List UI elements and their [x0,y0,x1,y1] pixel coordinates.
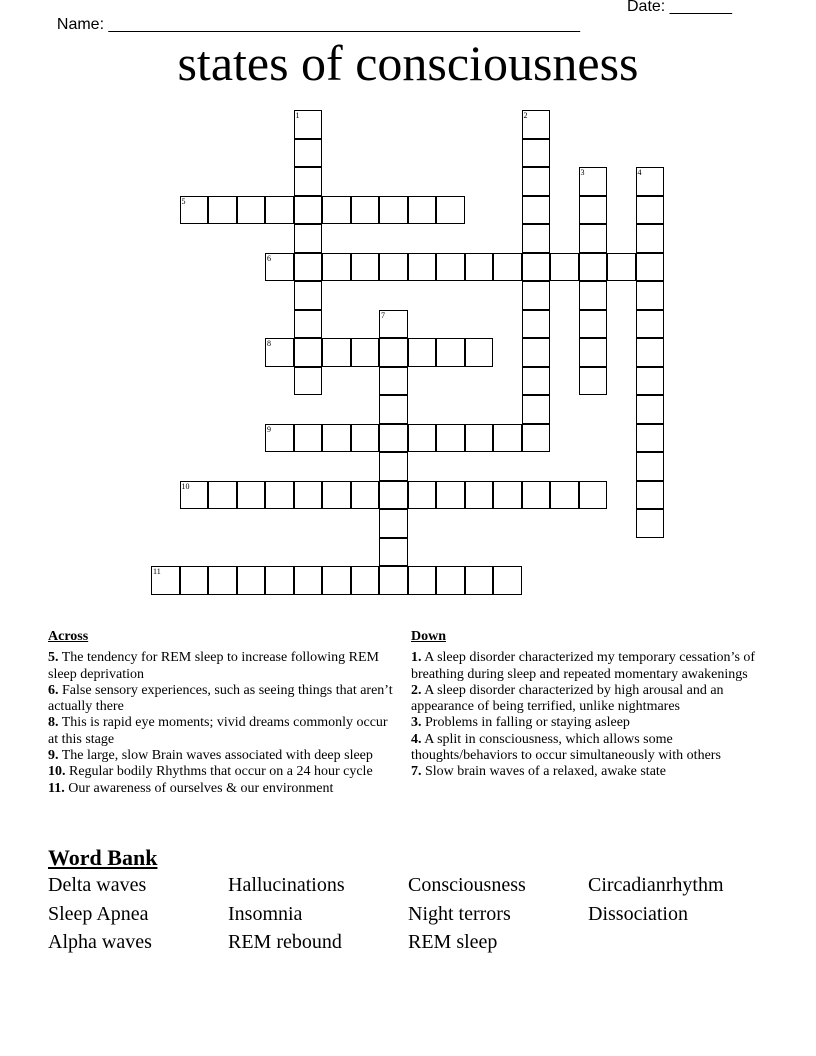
clue-text: False sensory experiences, such as seeing things that aren’t actually there [48,682,393,715]
grid-cell[interactable] [379,253,408,282]
clue-number: 9. [48,748,59,764]
grid-cell[interactable] [636,338,665,367]
clue-text: Slow brain waves of a relaxed, awake state [425,764,667,780]
clue-number: 8. [48,715,59,731]
grid-cell[interactable] [379,566,408,595]
clue-number: 5. [48,650,59,666]
clue-text: A split in consciousness, which allows some thoughts/behaviors to occur simultaneously with others [411,731,721,764]
grid-cell[interactable] [465,424,494,453]
grid-cell[interactable] [265,196,294,225]
across-clue [48,650,393,683]
clue-number: 1 [295,111,300,120]
word-bank-item: Circadianrhythm [588,874,724,896]
grid-cell[interactable] [636,196,665,225]
word-bank-item: Sleep Apnea [48,902,149,925]
clue-number: 10. [48,764,66,780]
grid-cell[interactable] [294,224,323,253]
grid-cell[interactable] [579,167,608,196]
clue-number: 4 [637,168,642,177]
grid-cell[interactable] [322,566,351,595]
word-bank-item: Insomnia [228,902,303,925]
grid-cell[interactable] [351,481,380,510]
clue-number: 11 [153,567,161,576]
clue-number: 10 [181,481,190,491]
grid-cell[interactable] [408,566,437,595]
clue-text: Problems in falling or staying asleep [425,715,630,731]
grid-cell[interactable] [636,481,665,510]
across-clues [48,629,393,797]
grid-cell[interactable] [465,481,494,510]
clue-text: A sleep disorder characterized by high arousal and an appearance of being terrified, unlike nightmares [411,682,724,715]
grid-cell[interactable] [208,481,237,510]
grid-cell[interactable] [522,253,551,282]
grid-cell[interactable] [436,253,465,282]
grid-cell[interactable] [522,196,551,225]
date-field[interactable]: Date: _______ [627,0,732,15]
word-bank-item: REM rebound [228,931,342,953]
grid-cell[interactable] [465,338,494,367]
clue-number: 4. [411,731,422,747]
grid-cell[interactable] [636,367,665,396]
across-heading: Across [48,629,89,644]
clue-number: 2. [411,682,422,698]
clue-number: 6 [267,253,271,263]
grid-cell[interactable] [379,424,408,453]
clue-number: 9 [267,424,271,434]
grid-cell[interactable] [294,281,323,310]
grid-cell[interactable] [408,481,437,510]
grid-cell[interactable] [465,253,494,282]
down-clue [411,764,771,780]
grid-cell[interactable] [636,452,665,481]
down-clue [411,715,771,731]
grid-cell[interactable] [636,167,665,196]
grid-cell[interactable] [636,310,665,339]
down-list [411,650,771,780]
word-bank-item: Consciousness [408,874,526,896]
word-bank-item: Alpha waves [48,931,152,953]
grid-cell[interactable] [265,481,294,510]
grid-cell[interactable] [322,481,351,510]
grid-cell[interactable] [579,481,608,510]
grid-cell[interactable] [294,110,323,139]
grid-cell[interactable] [322,338,351,367]
clue-number: 1. [411,650,422,666]
grid-cell[interactable] [522,395,551,424]
clue-text: This is rapid eye moments; vivid dreams commonly occur at this stage [48,715,388,747]
grid-cell[interactable] [265,253,294,282]
grid-cell[interactable] [522,338,551,367]
clue-text: The tendency for REM sleep to increase following REM sleep deprivation [48,650,379,682]
grid-cell[interactable] [579,196,608,225]
grid-cell[interactable] [607,253,636,282]
across-list [48,650,393,797]
grid-cell[interactable] [493,566,522,595]
grid-cell[interactable] [237,196,266,225]
grid-cell[interactable] [522,139,551,168]
page-title: states of consciousness [177,35,639,91]
clue-text: A sleep disorder characterized my temporary cessation’s of breathing during sleep and repeated momentary awakenings [411,650,756,682]
grid-cell[interactable] [522,167,551,196]
across-clue [48,748,393,764]
down-clue [411,732,771,765]
grid-cell[interactable] [180,566,209,595]
down-clue [411,683,771,716]
clue-number: 7 [381,310,385,320]
grid-cell[interactable] [265,424,294,453]
down-clue [411,650,771,683]
grid-cell[interactable] [579,367,608,396]
grid-cell[interactable] [294,338,323,367]
grid-cell[interactable] [379,509,408,538]
grid-cell[interactable] [379,538,408,567]
word-bank-item: Night terrors [408,902,511,925]
grid-cell[interactable] [636,424,665,453]
grid-cell[interactable] [579,253,608,282]
clue-number: 2 [523,111,528,120]
grid-cell[interactable] [436,196,465,225]
word-bank-heading: Word Bank [48,845,158,870]
clue-text: Regular bodily Rhythms that occur on a 24 hour cycle [69,764,373,780]
across-clue [48,781,393,797]
grid-cell[interactable] [436,338,465,367]
across-clue [48,683,393,716]
grid-cell[interactable] [322,196,351,225]
grid-cell[interactable] [550,253,579,282]
grid-cell[interactable] [351,253,380,282]
grid-cell[interactable] [237,566,266,595]
grid-cell[interactable] [436,481,465,510]
grid-cell[interactable] [379,481,408,510]
grid-cell[interactable] [465,566,494,595]
grid-cell[interactable] [294,310,323,339]
grid-cell[interactable] [636,395,665,424]
grid-cell[interactable] [237,481,266,510]
grid-cell[interactable] [294,167,323,196]
grid-cell[interactable] [294,481,323,510]
grid-cell[interactable] [294,424,323,453]
clue-number: 3. [411,715,422,731]
grid-cell[interactable] [522,224,551,253]
grid-cell[interactable] [379,395,408,424]
grid-cell[interactable] [436,566,465,595]
grid-cell[interactable] [522,367,551,396]
grid-cell[interactable] [579,224,608,253]
grid-cell[interactable] [180,196,209,225]
grid-cell[interactable] [636,224,665,253]
across-clue [48,764,393,780]
grid-cell[interactable] [379,367,408,396]
word-bank-item: Dissociation [588,902,688,925]
grid-cell[interactable] [379,310,408,339]
grid-cell[interactable] [493,253,522,282]
grid-cell[interactable] [180,481,209,510]
clue-number: 6. [48,682,59,698]
grid-cell[interactable] [579,310,608,339]
grid-cell[interactable] [493,424,522,453]
grid-cell[interactable] [493,481,522,510]
grid-cell[interactable] [208,566,237,595]
grid-cell[interactable] [294,566,323,595]
grid-cell[interactable] [636,281,665,310]
clue-text: Our awareness of ourselves & our environment [68,780,334,796]
grid-cell[interactable] [379,196,408,225]
clue-text: The large, slow Brain waves associated with deep sleep [61,748,373,764]
grid-cell[interactable] [579,281,608,310]
grid-cell[interactable] [436,424,465,453]
grid-cell[interactable] [522,424,551,453]
grid-cell[interactable] [294,367,323,396]
word-bank-item: REM sleep [408,931,498,953]
grid-cell[interactable] [351,424,380,453]
grid-cell[interactable] [322,424,351,453]
grid-cell[interactable] [322,253,351,282]
grid-cell[interactable] [408,424,437,453]
clue-number: 7. [411,764,422,780]
name-field[interactable]: Name: _____________________________________________________ [56,16,581,33]
clue-number: 5 [181,196,186,206]
clue-number: 3 [580,168,585,177]
grid-cell[interactable] [208,196,237,225]
clue-number: 11. [48,780,65,796]
grid-cell[interactable] [636,509,665,538]
grid-cell[interactable] [379,338,408,367]
grid-cell[interactable] [294,253,323,282]
grid-cell[interactable] [522,110,551,139]
grid-cell[interactable] [351,338,380,367]
grid-cell[interactable] [522,481,551,510]
grid-cell[interactable] [351,566,380,595]
clue-number: 8 [267,339,271,348]
grid-cell[interactable] [408,338,437,367]
down-clues [411,629,771,781]
grid-cell[interactable] [151,566,180,595]
grid-cell[interactable] [579,338,608,367]
grid-cell[interactable] [265,338,294,367]
grid-cell[interactable] [294,139,323,168]
grid-cell[interactable] [550,481,579,510]
grid-cell[interactable] [408,253,437,282]
grid-cell[interactable] [351,196,380,225]
grid-cell[interactable] [294,196,323,225]
down-heading: Down [411,629,447,644]
grid-cell[interactable] [522,310,551,339]
grid-cell[interactable] [636,253,665,282]
across-clue [48,715,393,748]
grid-cell[interactable] [265,566,294,595]
word-bank-item: Delta waves [48,874,147,896]
grid-cell[interactable] [408,196,437,225]
grid-cell[interactable] [522,281,551,310]
grid-cell[interactable] [379,452,408,481]
word-bank-item: Hallucinations [228,874,345,896]
